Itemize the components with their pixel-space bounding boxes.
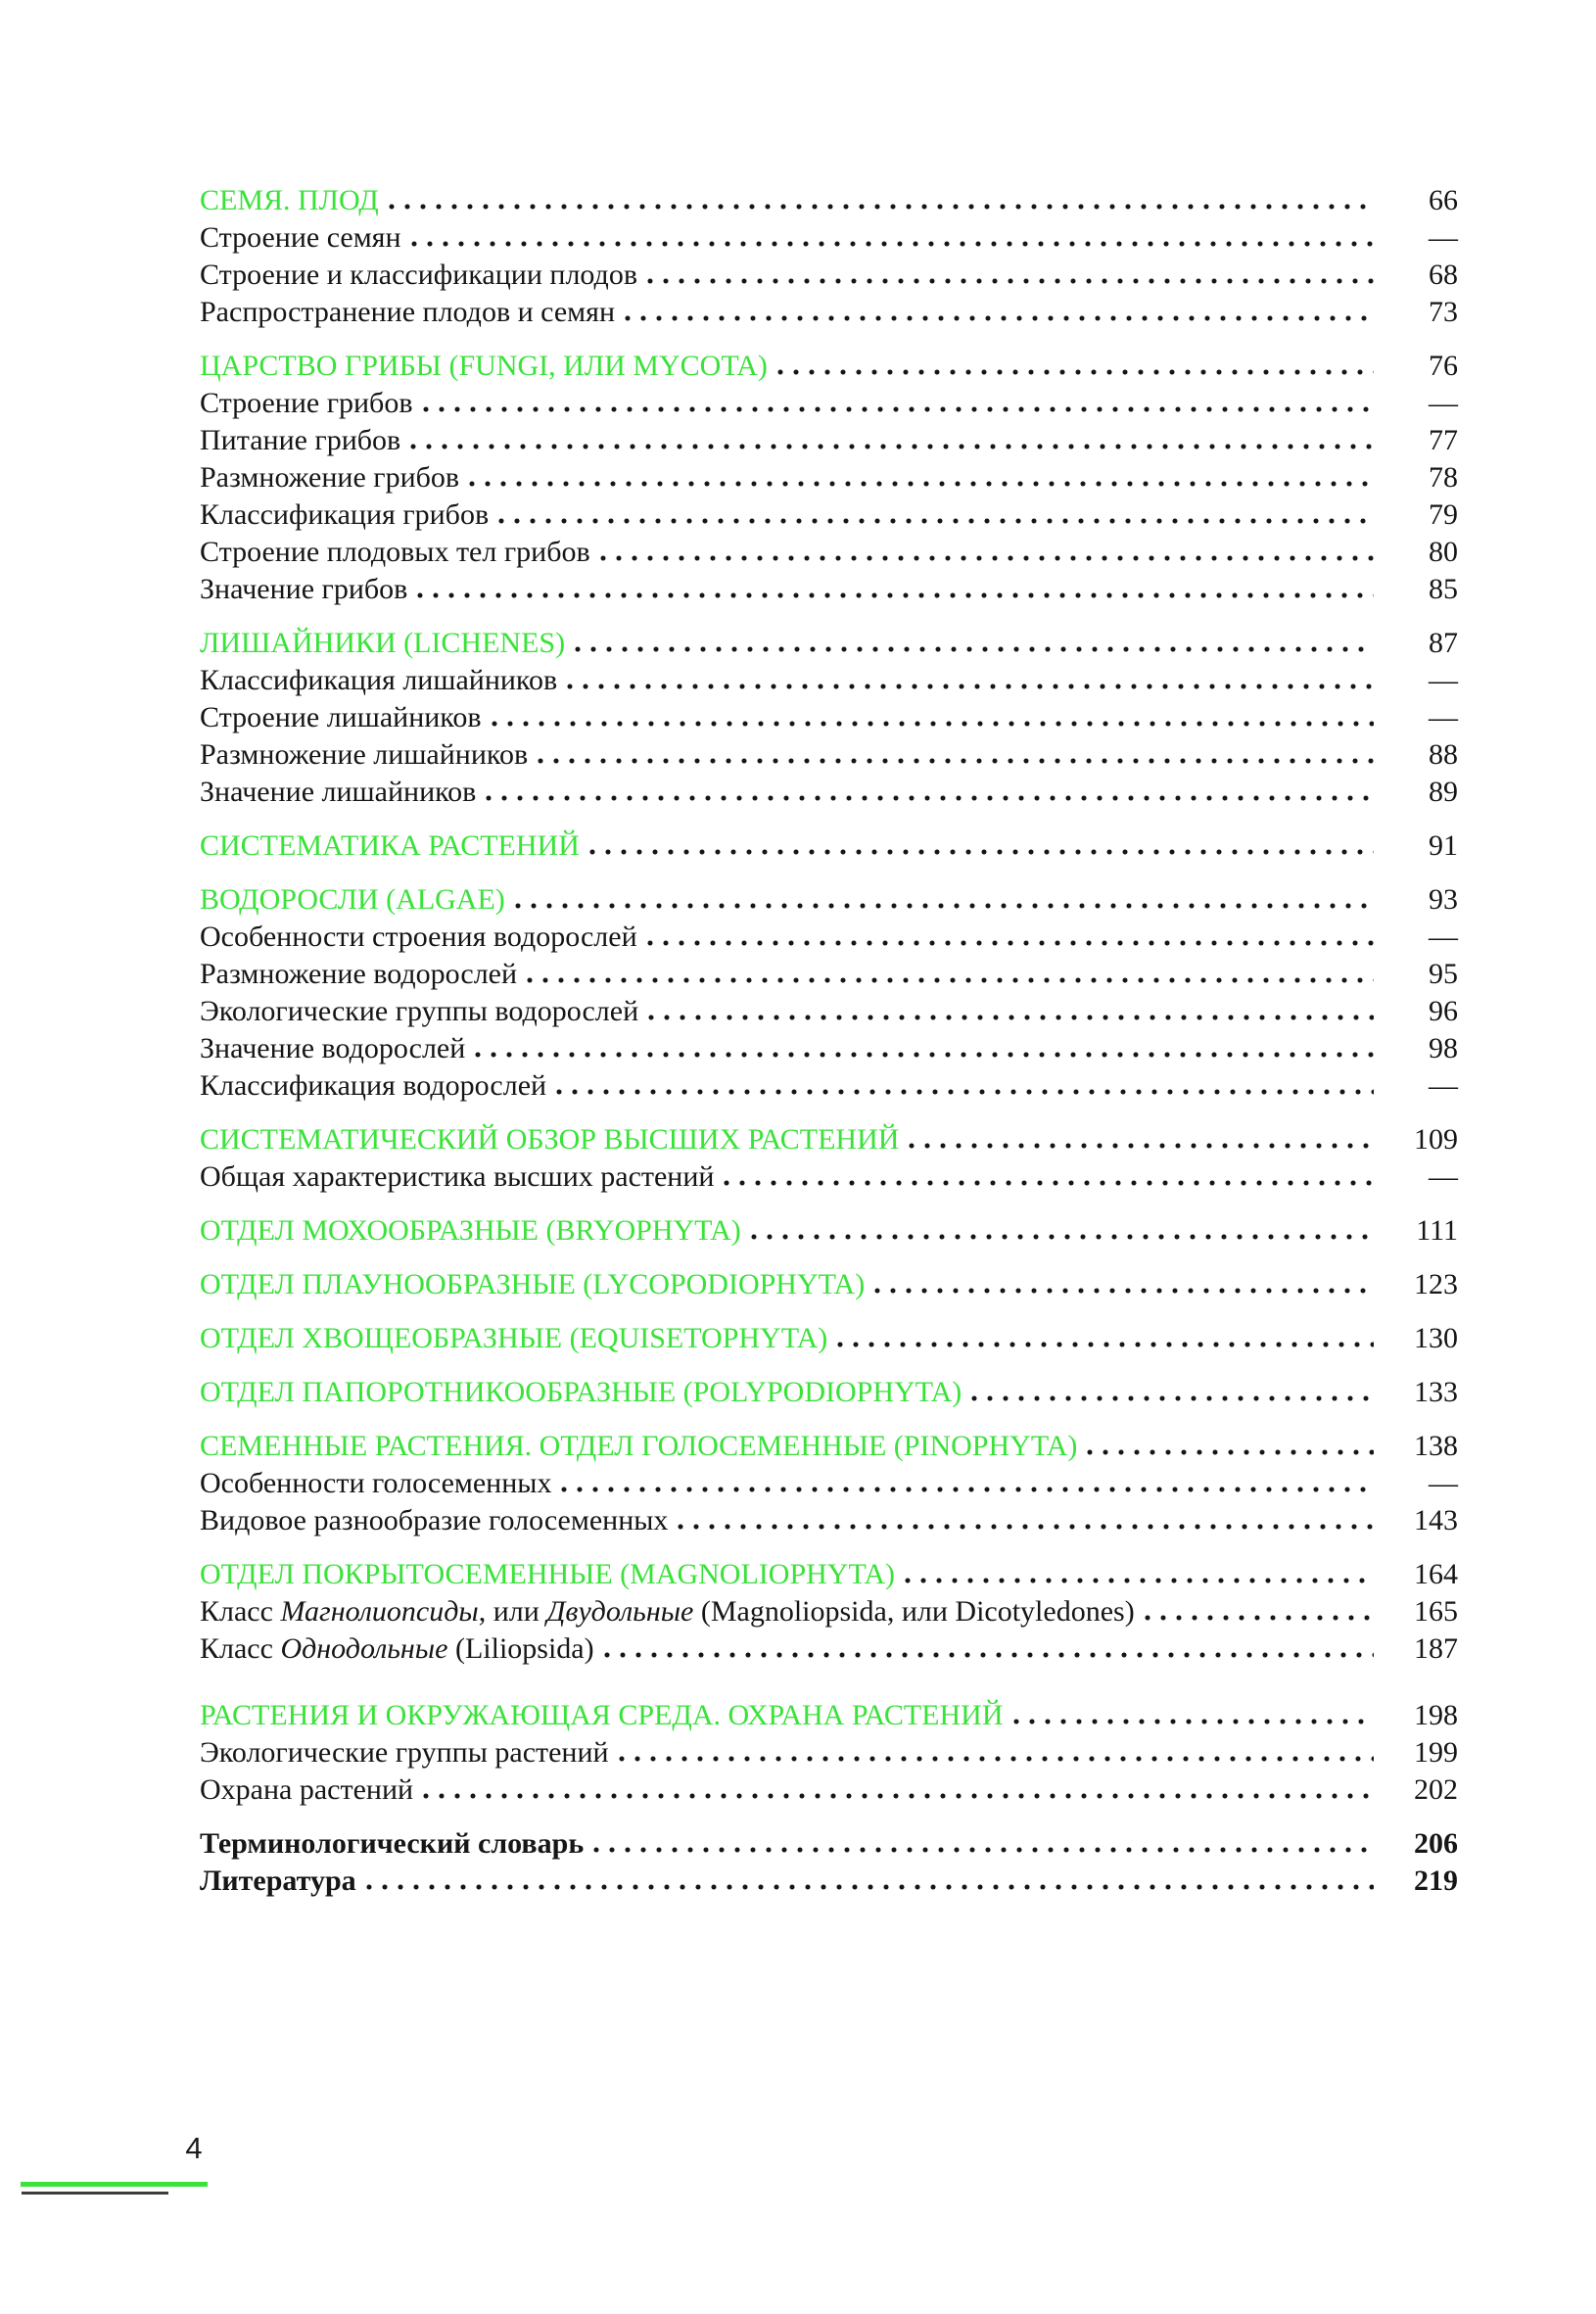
toc-page-number: — [1429,1160,1458,1193]
toc-entry-label: Особенности строения водорослей [200,921,637,953]
toc-page-number: 77 [1429,424,1458,456]
toc-section-row [200,881,1458,919]
toc-item-row [200,1067,1458,1105]
toc-item-row [200,257,1458,294]
toc-bold-row [200,1863,1458,1900]
toc-page-number: — [1429,664,1458,696]
dot-leader [625,315,1374,321]
dot-leader [1013,1719,1374,1724]
toc-page-number: — [1429,1069,1458,1102]
toc-item-row [200,662,1458,699]
toc-item-row [200,496,1458,534]
toc-entry-label: ОТДЕЛ ПАПОРОТНИКООБРАЗНЫЕ (POLYPODIOPHYTA) [200,1376,962,1408]
toc-entry-label: РАСТЕНИЯ И ОКРУЖАЮЩАЯ СРЕДА. ОХРАНА РАСТЕНИЙ [200,1699,1004,1731]
toc-entry-label: Общая характеристика высших растений [200,1160,715,1193]
toc-page-number: 80 [1429,536,1458,568]
toc-section-row [200,1212,1458,1250]
toc-entry-label: Классификация лишайников [200,664,558,696]
toc-page-number: 66 [1429,184,1458,216]
toc-page-number: 198 [1414,1699,1458,1731]
toc-label-segment: Класс [200,1595,281,1628]
toc-label-segment: Класс [200,1632,281,1665]
toc-entry-label: Строение лишайников [200,701,482,733]
toc-page-number: — [1429,1467,1458,1499]
toc-page-number: 96 [1429,995,1458,1027]
toc-page-number: 85 [1429,573,1458,605]
dot-leader [604,1652,1374,1658]
dot-leader [469,481,1374,487]
dot-leader [389,204,1374,210]
toc-item-row [200,736,1458,774]
toc-page-number: 87 [1429,627,1458,659]
toc-page-number: — [1429,221,1458,254]
dot-leader [486,795,1374,801]
dot-leader [678,1524,1374,1530]
toc-label-segment: (Liliopsida) [447,1632,594,1665]
toc-entry-label: Терминологический словарь [200,1827,585,1860]
dot-leader [423,406,1375,412]
toc-item-row [200,956,1458,993]
dot-leader [538,758,1374,764]
toc-label-italic-segment: Двудольные [546,1595,694,1628]
toc-entry-label: Охрана растений [200,1773,414,1806]
toc-page-number: 130 [1414,1322,1458,1354]
toc-entry-label [200,1630,594,1668]
dot-leader [619,1756,1374,1762]
toc-page-number: 95 [1429,958,1458,990]
toc-entry-label: Размножение водорослей [200,958,518,990]
toc-entry-label: ВОДОРОСЛИ (ALGAE) [200,883,505,916]
toc-page-number: 79 [1429,498,1458,531]
toc-entry-label: ОТДЕЛ ПЛАУНООБРАЗНЫЕ (LYCOPODIOPHYTA) [200,1268,866,1300]
toc-page-number: — [1429,921,1458,953]
toc-page-number: 143 [1414,1504,1458,1536]
toc-section-row [200,625,1458,662]
dot-leader [366,1884,1374,1890]
toc-item-row [200,1465,1458,1502]
toc-section-row [200,1266,1458,1303]
toc-section-row [200,827,1458,865]
toc-label-segment: , или [478,1595,547,1628]
footer-accent-rule [21,2182,208,2187]
dot-leader [905,1578,1374,1583]
toc-item-row [200,1734,1458,1771]
toc-entry-label: ЦАРСТВО ГРИБЫ (FUNGI, ИЛИ MYCOTA) [200,350,768,382]
dot-leader [777,369,1374,375]
toc-page-number: 76 [1429,350,1458,382]
toc-item-row [200,919,1458,956]
footer-page-number: 4 [185,2131,203,2165]
toc-section-row [200,1121,1458,1158]
toc-item-row [200,993,1458,1030]
toc-entry-label: СИСТЕМАТИЧЕСКИЙ ОБЗОР ВЫСШИХ РАСТЕНИЙ [200,1123,900,1156]
toc-entry-label: Размножение грибов [200,461,460,494]
toc-page-number: 206 [1414,1827,1458,1860]
toc-page-number: 88 [1429,738,1458,771]
toc-entry-label: Строение семян [200,221,401,254]
dot-leader [567,684,1374,689]
toc-item-row [200,1030,1458,1067]
toc-entry-label: ОТДЕЛ МОХООБРАЗНЫЕ (BRYOPHYTA) [200,1214,741,1247]
dot-leader [527,977,1374,983]
toc-item-row [200,385,1458,422]
toc-page-number: 138 [1414,1430,1458,1462]
dot-leader [971,1395,1374,1401]
dot-leader [593,1847,1374,1853]
toc-page-number: 133 [1414,1376,1458,1408]
toc-item-row [200,774,1458,811]
toc-page-number: 165 [1414,1595,1458,1628]
toc-section-row [200,182,1458,219]
toc-entry-label: Распространение плодов и семян [200,296,615,328]
dot-leader [647,278,1374,284]
toc-page-number: 164 [1414,1558,1458,1590]
dot-leader [874,1288,1374,1294]
toc-section-row [200,1428,1458,1465]
toc-page-number: 91 [1429,829,1458,862]
dot-leader [648,1015,1374,1020]
dot-leader [561,1487,1374,1492]
toc-entry-label: Литература [200,1865,356,1897]
toc-section-row [200,1697,1458,1734]
toc-item-row [200,1771,1458,1809]
dot-leader [909,1143,1374,1149]
toc-item-row [200,571,1458,608]
toc-entry-label: Строение и классификации плодов [200,259,637,291]
toc-item-row [200,1593,1458,1630]
toc-entry-label: Значение лишайников [200,776,477,808]
toc-label-segment: (Magnoliopsida, или Dicotyledones) [693,1595,1135,1628]
toc-section-row [200,1320,1458,1357]
toc-entry-label [200,1593,1135,1630]
toc-entry-label: Классификация водорослей [200,1069,547,1102]
toc-entry-label: Экологические группы водорослей [200,995,639,1027]
toc-page-number: 109 [1414,1123,1458,1156]
toc-item-row [200,1502,1458,1539]
toc-bold-row [200,1825,1458,1863]
toc-item-row [200,1630,1458,1668]
dot-leader [647,940,1374,946]
dot-leader [837,1342,1374,1347]
dot-leader [1145,1615,1374,1621]
toc-page-number: 199 [1414,1736,1458,1769]
toc-item-row [200,534,1458,571]
toc-page-number: 111 [1416,1214,1458,1247]
toc-entry-label: Классификация грибов [200,498,490,531]
toc-entry-label: Особенности голосеменных [200,1467,552,1499]
toc-item-row [200,459,1458,496]
dot-leader [515,903,1374,909]
toc-entry-label: ОТДЕЛ ХВОЩЕОБРАЗНЫЕ (EQUISETOPHYTA) [200,1322,828,1354]
dot-leader [475,1052,1374,1058]
toc-item-row [200,1158,1458,1196]
toc-entry-label: СЕМЕННЫЕ РАСТЕНИЯ. ОТДЕЛ ГОЛОСЕМЕННЫЕ (PINOPHYTA) [200,1430,1078,1462]
dot-leader [556,1089,1374,1095]
toc-item-row [200,219,1458,257]
dot-leader [751,1234,1374,1240]
footer-dark-rule [22,2192,168,2195]
dot-leader [410,444,1374,449]
toc-entry-label: Видовое разнообразие голосеменных [200,1504,669,1536]
dot-leader [411,241,1374,247]
toc-section-row [200,348,1458,385]
dot-leader [1087,1449,1374,1455]
dot-leader [589,849,1374,855]
dot-leader [600,555,1374,561]
toc-entry-label: ЛИШАЙНИКИ (LICHENES) [200,627,566,659]
toc-entry-label: СЕМЯ. ПЛОД [200,184,379,216]
toc-page-number: 89 [1429,776,1458,808]
dot-leader [498,518,1374,524]
dot-leader [417,592,1374,598]
toc-entry-label: Экологические группы растений [200,1736,609,1769]
toc-page-number: — [1429,387,1458,419]
toc-page-number: 219 [1414,1865,1458,1897]
toc-entry-label: Строение грибов [200,387,413,419]
toc-item-row [200,294,1458,331]
toc-entry-label: Значение грибов [200,573,408,605]
toc-label-italic-segment: Однодольные [280,1632,448,1665]
table-of-contents [200,182,1458,1900]
toc-section-row [200,1374,1458,1411]
toc-page-number: 123 [1414,1268,1458,1300]
toc-entry-label: СИСТЕМАТИКА РАСТЕНИЙ [200,829,580,862]
toc-page-number: — [1429,701,1458,733]
toc-page-number: 98 [1429,1032,1458,1064]
toc-entry-label: ОТДЕЛ ПОКРЫТОСЕМЕННЫЕ (MAGNOLIOPHYTA) [200,1558,896,1590]
toc-page-number: 68 [1429,259,1458,291]
toc-page-number: 78 [1429,461,1458,494]
toc-entry-label: Строение плодовых тел грибов [200,536,590,568]
toc-page-number: 73 [1429,296,1458,328]
dot-leader [492,721,1374,727]
toc-label-italic-segment: Магнолиопсиды [280,1595,479,1628]
dot-leader [423,1793,1374,1799]
toc-item-row [200,422,1458,459]
toc-item-row [200,699,1458,736]
toc-page-number: 187 [1414,1632,1458,1665]
toc-section-row [200,1556,1458,1593]
toc-entry-label: Питание грибов [200,424,401,456]
dot-leader [724,1180,1374,1186]
dot-leader [575,646,1374,652]
toc-entry-label: Размножение лишайников [200,738,529,771]
toc-entry-label: Значение водорослей [200,1032,466,1064]
toc-page-number: 202 [1414,1773,1458,1806]
toc-page-number: 93 [1429,883,1458,916]
